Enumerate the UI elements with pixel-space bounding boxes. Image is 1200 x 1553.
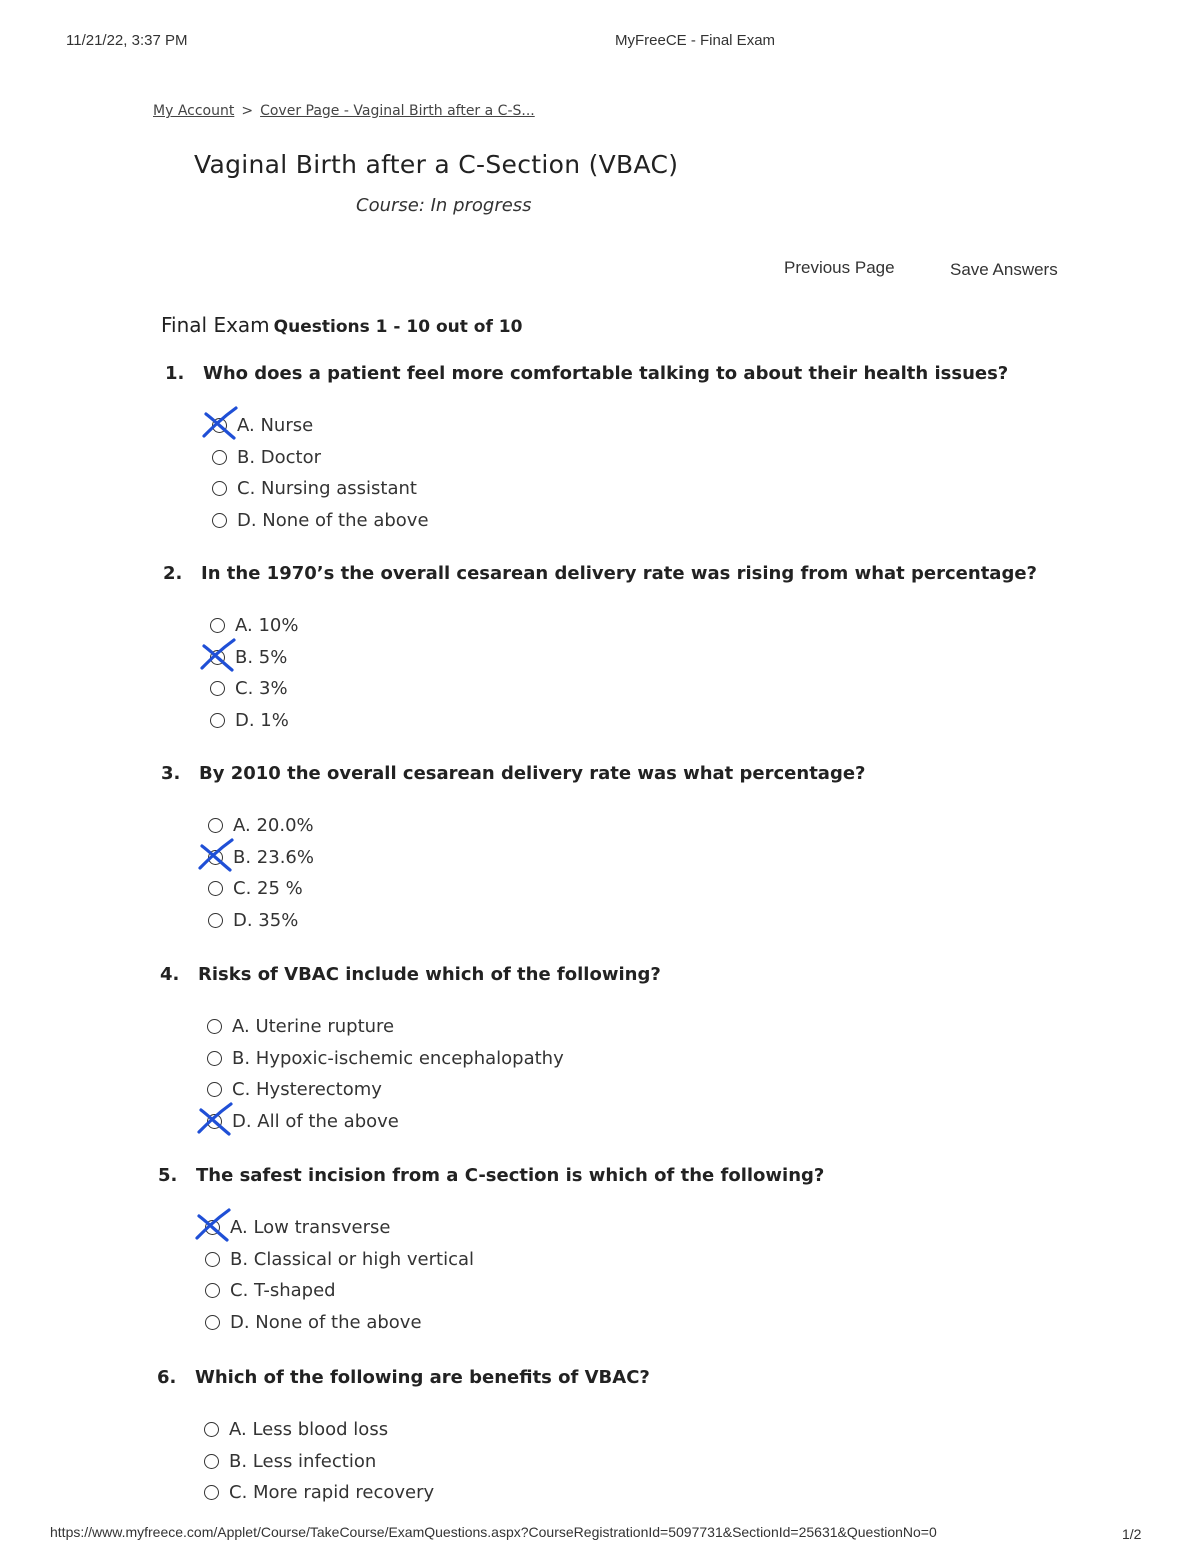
radio-button[interactable] xyxy=(207,1051,222,1066)
exam-heading xyxy=(161,313,522,337)
radio-button[interactable] xyxy=(210,713,225,728)
page-title: Vaginal Birth after a C-Section (VBAC) xyxy=(194,150,679,179)
radio-button[interactable] xyxy=(205,1252,220,1267)
breadcrumb-cover-page-link[interactable]: Cover Page - Vaginal Birth after a C-S... xyxy=(260,103,535,119)
radio-button[interactable] xyxy=(212,513,227,528)
radio-button[interactable] xyxy=(204,1454,219,1469)
answer-option[interactable] xyxy=(212,412,313,438)
answer-option-label: A. 10% xyxy=(235,614,299,636)
radio-button[interactable] xyxy=(205,1220,220,1235)
answer-option[interactable] xyxy=(212,444,321,470)
question-prompt: The safest incision from a C-section is which of the following? xyxy=(196,1165,825,1186)
question-text xyxy=(161,763,865,784)
question-text xyxy=(160,964,661,985)
answer-option[interactable] xyxy=(207,1013,394,1039)
breadcrumb-separator: > xyxy=(241,103,254,119)
answer-option-label: B. Less infection xyxy=(229,1450,377,1472)
radio-button[interactable] xyxy=(207,1082,222,1097)
breadcrumb-my-account-link[interactable]: My Account xyxy=(153,103,235,119)
answer-option[interactable] xyxy=(208,907,298,933)
answer-option-label: D. All of the above xyxy=(232,1110,399,1132)
print-url: https://www.myfreece.com/Applet/Course/TakeCourse/ExamQuestions.aspx?CourseRegistrationId=5097731&SectionId=25631&QuestionNo=0 xyxy=(50,1524,937,1540)
print-datetime: 11/21/22, 3:37 PM xyxy=(66,32,188,49)
answer-option[interactable] xyxy=(210,707,289,733)
answer-option[interactable] xyxy=(207,1045,564,1071)
answer-option[interactable] xyxy=(208,844,314,870)
answer-option[interactable] xyxy=(208,812,314,838)
answer-option[interactable] xyxy=(205,1309,422,1335)
radio-button[interactable] xyxy=(212,481,227,496)
save-answers-button[interactable]: Save Answers xyxy=(950,260,1058,279)
answer-option-label: D. None of the above xyxy=(237,509,429,531)
previous-page-button[interactable]: Previous Page xyxy=(784,258,895,277)
exam-question-range: Questions 1 - 10 out of 10 xyxy=(273,317,523,337)
answer-option-label: C. Nursing assistant xyxy=(237,477,417,499)
answer-option[interactable] xyxy=(207,1108,399,1134)
question-prompt: By 2010 the overall cesarean delivery rate was what percentage? xyxy=(199,763,866,784)
print-title: MyFreeCE - Final Exam xyxy=(615,32,776,49)
answer-option-label: A. 20.0% xyxy=(233,814,314,836)
answer-option[interactable] xyxy=(212,475,417,501)
question-number: 2. xyxy=(163,563,183,584)
question-text xyxy=(163,563,1037,584)
answer-option-label: D. 1% xyxy=(235,709,289,731)
question-number: 5. xyxy=(158,1165,178,1186)
question-text xyxy=(157,1367,650,1388)
answer-option[interactable] xyxy=(210,675,288,701)
answer-option[interactable] xyxy=(208,875,303,901)
answer-option-label: A. Less blood loss xyxy=(229,1418,389,1440)
print-header xyxy=(0,32,1200,56)
radio-button[interactable] xyxy=(210,650,225,665)
radio-button[interactable] xyxy=(208,881,223,896)
question-prompt: In the 1970’s the overall cesarean delivery rate was rising from what percentage? xyxy=(201,563,1037,584)
answer-option[interactable] xyxy=(204,1448,376,1474)
radio-button[interactable] xyxy=(208,850,223,865)
question-text xyxy=(158,1165,824,1186)
radio-button[interactable] xyxy=(208,818,223,833)
answer-option-label: C. 25 % xyxy=(233,877,303,899)
radio-button[interactable] xyxy=(204,1485,219,1500)
question-prompt: Who does a patient feel more comfortable talking to about their health issues? xyxy=(203,363,1009,384)
answer-option[interactable] xyxy=(210,612,298,638)
answer-option[interactable] xyxy=(205,1277,336,1303)
radio-button[interactable] xyxy=(207,1114,222,1129)
breadcrumb xyxy=(153,103,535,119)
radio-button[interactable] xyxy=(212,450,227,465)
question-number: 1. xyxy=(165,363,185,384)
answer-option-label: A. Nurse xyxy=(237,414,314,436)
radio-button[interactable] xyxy=(208,913,223,928)
answer-option-label: B. 5% xyxy=(235,646,288,668)
question-number: 4. xyxy=(160,964,180,985)
answer-option-label: B. 23.6% xyxy=(233,846,314,868)
answer-option-label: D. None of the above xyxy=(230,1311,422,1333)
answer-option[interactable] xyxy=(204,1479,434,1505)
answer-option[interactable] xyxy=(205,1214,390,1240)
course-status: Course: In progress xyxy=(356,195,532,216)
question-prompt: Which of the following are benefits of VBAC? xyxy=(195,1367,650,1388)
radio-button[interactable] xyxy=(205,1315,220,1330)
question-prompt: Risks of VBAC include which of the following? xyxy=(198,964,661,985)
page-number: 1/2 xyxy=(1122,1526,1142,1542)
answer-option[interactable] xyxy=(212,507,429,533)
answer-option-label: C. Hysterectomy xyxy=(232,1078,382,1100)
answer-option[interactable] xyxy=(207,1076,382,1102)
exam-toolbar xyxy=(0,258,1200,284)
question-text xyxy=(165,363,1008,384)
exam-heading-title: Final Exam xyxy=(161,313,270,337)
radio-button[interactable] xyxy=(212,418,227,433)
answer-option[interactable] xyxy=(210,644,287,670)
radio-button[interactable] xyxy=(207,1019,222,1034)
radio-button[interactable] xyxy=(210,618,225,633)
answer-option-label: C. T-shaped xyxy=(230,1279,336,1301)
radio-button[interactable] xyxy=(210,681,225,696)
answer-option-label: C. More rapid recovery xyxy=(229,1481,435,1503)
answer-option-label: B. Doctor xyxy=(237,446,322,468)
answer-option[interactable] xyxy=(205,1246,474,1272)
radio-button[interactable] xyxy=(205,1283,220,1298)
radio-button[interactable] xyxy=(204,1422,219,1437)
answer-option-label: A. Uterine rupture xyxy=(232,1015,395,1037)
answer-option-label: D. 35% xyxy=(233,909,299,931)
answer-option-label: B. Classical or high vertical xyxy=(230,1248,475,1270)
question-number: 6. xyxy=(157,1367,177,1388)
answer-option[interactable] xyxy=(204,1416,388,1442)
question-number: 3. xyxy=(161,763,181,784)
answer-option-label: A. Low transverse xyxy=(230,1216,391,1238)
answer-option-label: B. Hypoxic-ischemic encephalopathy xyxy=(232,1047,564,1069)
answer-option-label: C. 3% xyxy=(235,677,288,699)
